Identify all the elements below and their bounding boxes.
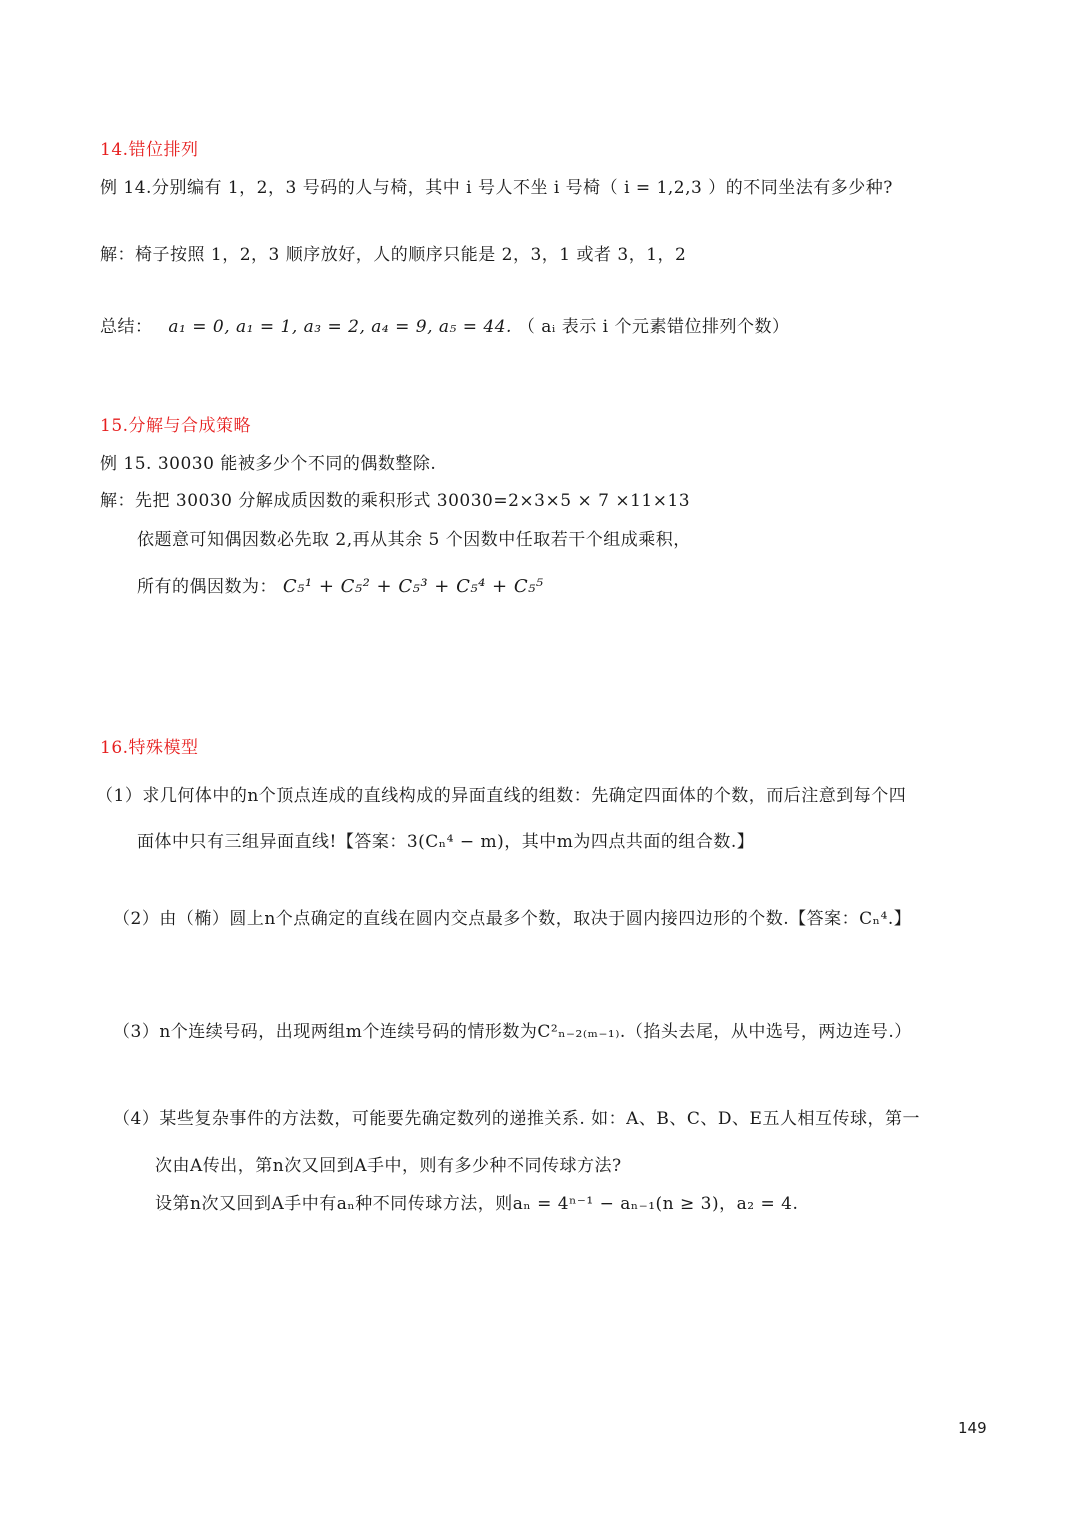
page-number: 149 xyxy=(958,1419,987,1437)
section-16-item2: （2）由（椭）圆上n个点确定的直线在圆内交点最多个数，取决于圆内接四边形的个数.【答案：Cₙ⁴.】 xyxy=(113,909,912,929)
section-16-heading: 16.特殊模型 xyxy=(100,738,199,758)
section-16-item4-line1: （4）某些复杂事件的方法数，可能要先确定数列的递推关系. 如：A、B、C、D、E五人相互传球，第一 xyxy=(113,1109,920,1129)
section-16-item4-line2: 次由A传出，第n次又回到A手中，则有多少种不同传球方法? xyxy=(155,1156,622,1176)
section-14-heading: 14.错位排列 xyxy=(100,140,199,160)
summary-note: （ aᵢ 表示 i 个元素错位排列个数） xyxy=(517,317,790,337)
section-15-heading: 15.分解与合成策略 xyxy=(100,416,252,436)
section-14-solution: 解：椅子按照 1，2，3 顺序放好，人的顺序只能是 2，3，1 或者 3，1，2 xyxy=(100,245,687,265)
section-15-example: 例 15. 30030 能被多少个不同的偶数整除. xyxy=(100,454,437,474)
summary-formula: a₁ = 0, a₁ = 1, a₃ = 2, a₄ = 9, a₅ = 44. xyxy=(168,317,512,337)
summary-label: 总结： xyxy=(100,317,153,337)
section-15-solution-line3 xyxy=(137,576,544,598)
even-factors-formula: C₅¹ + C₅² + C₅³ + C₅⁴ + C₅⁵ xyxy=(282,576,544,597)
section-16-item1-line1: （1）求几何体中的n个顶点连成的直线构成的异面直线的组数：先确定四面体的个数，而后注意到每个四 xyxy=(96,786,907,806)
section-15-solution-line2: 依题意可知偶因数必先取 2,再从其余 5 个因数中任取若干个组成乘积， xyxy=(137,530,691,550)
section-16-item3: （3）n个连续号码，出现两组m个连续号码的情形数为C²ₙ₋₂₍ₘ₋₁₎.（掐头去尾，从中选号，两边连号.） xyxy=(113,1022,912,1042)
section-15-solution-line1: 解：先把 30030 分解成质因数的乘积形式 30030=2×3×5 × 7 ×11×13 xyxy=(100,491,691,511)
section-14-summary xyxy=(100,317,789,337)
section-16-item1-line2: 面体中只有三组异面直线!【答案：3(Cₙ⁴ − m)，其中m为四点共面的组合数.】 xyxy=(137,832,755,852)
section-16-item4-line3: 设第n次又回到A手中有aₙ种不同传球方法，则aₙ = 4ⁿ⁻¹ − aₙ₋₁(n ≥ 3)，a₂ = 4. xyxy=(155,1194,799,1214)
even-factors-label: 所有的偶因数为： xyxy=(137,577,277,597)
section-14-example: 例 14.分别编有 1，2，3 号码的人与椅，其中 i 号人不坐 i 号椅（ i = 1,2,3 ）的不同坐法有多少种? xyxy=(100,178,893,198)
